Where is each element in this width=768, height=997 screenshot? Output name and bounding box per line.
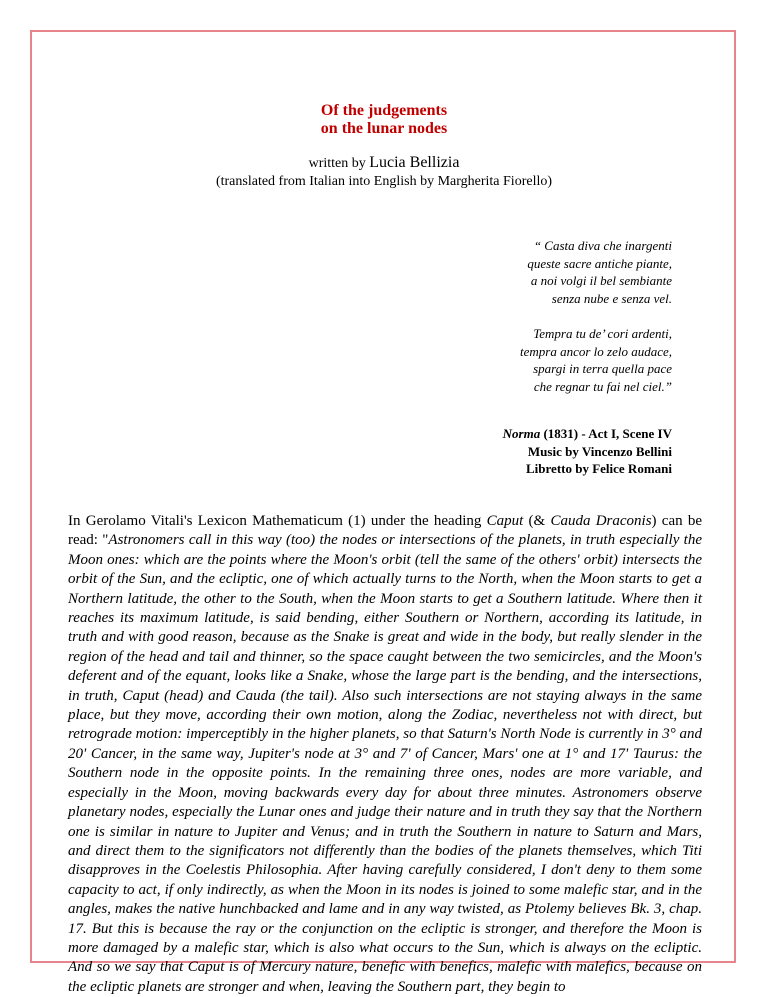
body-paragraph bbox=[68, 512, 702, 997]
heading-end: ) can be read: " bbox=[68, 513, 703, 549]
heading-cauda: Cauda Draconis bbox=[550, 513, 652, 529]
lexicon-quote: Astronomers call in this way (too) the nodes or intersections of the planets, in truth especially the Moon ones: which are the points where the Moon's orbit (tell the same of the others' orbit) intersects the orbit of the Sun, and the ecliptic, one of which actually turns to the North, when the Moon starts to get a Northern latitude, the other to the South, when the Moon starts to get a Southern latitude. Where then it reaches its maximum latitude, is said bending, either Southern or Northern, according its latitude, in truth and with good reason, because as the Snake is great and wide in the body, but really slender in the region of the head and tail and thinner, so the space caught between the two semicircles, and the Moon's deferent and of the equant, looks like a Snake, whose the large part is the bending, and the intersections, in truth, Caput (head) and Cauda (the tail). Also such intersections are not staying always in the same place, but they move, according their own motion, along the Zodiac, nevertheless not with direct, but retrograde motion: imperceptibly in the higher planets, so that Saturn's North Node is currently in 3° and 20' Cancer, in the same way, Jupiter's node at 3° and 7' of Cancer, Mars' one at 1° and 17' Taurus: the Southern node in the opposite points. In the remaining three ones, nodes are more variable, and especially in the Moon, moving backwards every day for about three minutes. Astronomers observe planetary nodes, especially the Lunar ones and judge their nature and in truth they say that the Northern one is similar in nature to Jupiter and Venus; and in truth the Southern in nature to Saturn and Mars, and direct them to the significators not differently than the bodies of the planets themselves, which Titi disapproves in the Coelestis Philosophia. After having carefully considered, I don't deny to them some capacity to act, if only indirectly, as when the Moon in its nodes is joined to some malefic star, and in the angles, makes the native hunchbacked and lame and in any way twisted, as Ptolemy believes Bk. 3, chap. 17. But this is because the ray or the conjunction on the ecliptic is stronger, and therefore the Moon is more damaged by a malefic star, which is also what occurs to the Sun, which is always on the ecliptic. And so we say that Caput is of Mercury nature, benefic with benefics, malefic with malefics, because on the ecliptic planets are stronger and when, leaving the Southern part, they begin to bbox=[68, 532, 702, 995]
music-credit: Music by Vincenzo Bellini bbox=[527, 443, 672, 459]
byline bbox=[32, 154, 736, 191]
translation-note: (translated from Italian into English by Margherita Fiorello) bbox=[215, 174, 553, 189]
page-frame bbox=[30, 30, 736, 995]
verse-line: spargi in terra quella pace bbox=[533, 361, 672, 376]
title-line-2: on the lunar nodes bbox=[320, 120, 448, 137]
epigraph-stanza-2 bbox=[372, 325, 672, 395]
document-title bbox=[32, 102, 736, 138]
opera-credits bbox=[332, 425, 672, 478]
verse-line: senza nube e senza vel. bbox=[551, 290, 672, 306]
verse-line: “ Casta diva che inargenti bbox=[533, 238, 672, 253]
epigraph bbox=[372, 237, 672, 413]
work-title: Norma bbox=[502, 426, 541, 441]
heading-caput: Caput bbox=[486, 513, 524, 529]
libretto-credit: Libretto by Felice Romani bbox=[526, 461, 672, 476]
verse-line: tempra ancor lo zelo audace, bbox=[519, 343, 672, 359]
title-line-1: Of the judgements bbox=[320, 102, 448, 119]
author-line bbox=[32, 154, 736, 173]
epigraph-stanza-1 bbox=[372, 237, 672, 307]
verse-line: a noi volgi il bel sembiante bbox=[530, 273, 672, 288]
work-details: (1831) - Act I, Scene IV bbox=[540, 426, 672, 441]
verse-line: che regnar tu fai nel ciel.” bbox=[533, 378, 672, 394]
author-name: Lucia Bellizia bbox=[369, 154, 460, 171]
work-line bbox=[332, 425, 672, 443]
written-by-label: written by bbox=[308, 156, 370, 171]
verse-line: Tempra tu de’ cori ardenti, bbox=[533, 326, 672, 341]
heading-mid: (& bbox=[523, 513, 551, 529]
body-intro: In Gerolamo Vitali's Lexicon Mathematicum (1) under the heading bbox=[68, 513, 487, 529]
verse-line: queste sacre antiche piante, bbox=[527, 255, 672, 271]
